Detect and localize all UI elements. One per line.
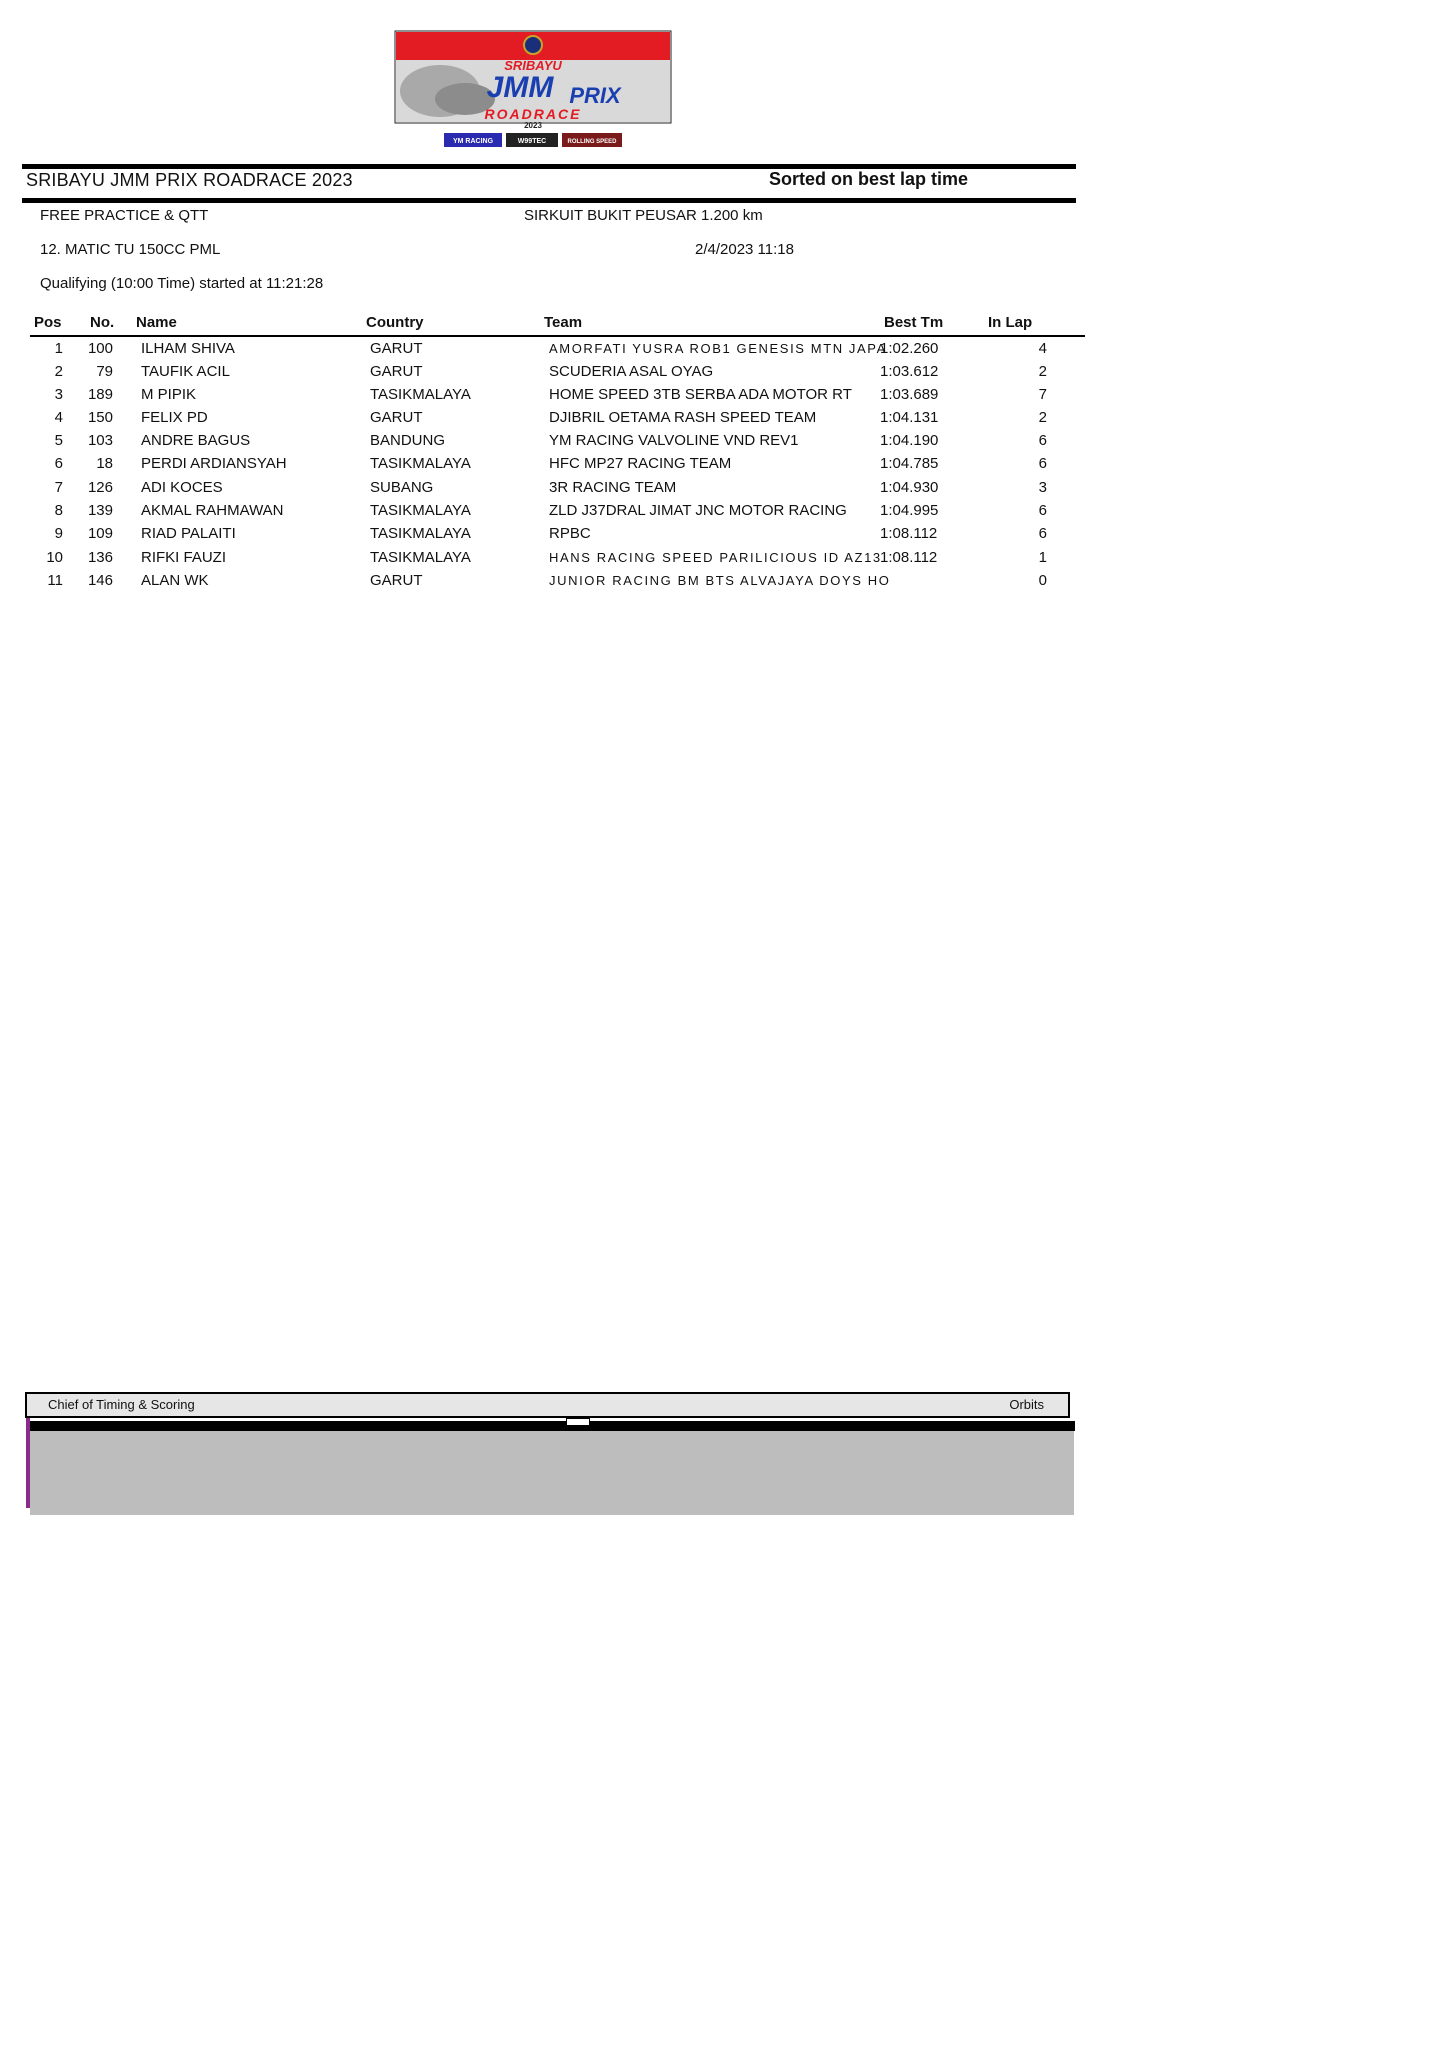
team-cell: HANS RACING SPEED PARILICIOUS ID AZ13 bbox=[549, 550, 882, 565]
number-cell: 79 bbox=[96, 363, 113, 380]
footer-black-bar bbox=[30, 1421, 1075, 1431]
number-cell: 150 bbox=[87, 409, 113, 426]
logo-line2: JMM bbox=[486, 71, 554, 104]
in-lap-cell: 0 bbox=[1038, 572, 1047, 589]
qualifying-label: Qualifying (10:00 Time) started at 11:21:28 bbox=[40, 275, 324, 292]
number-cell: 139 bbox=[87, 502, 113, 519]
table-row bbox=[0, 499, 1103, 522]
pos-cell: 6 bbox=[54, 455, 63, 472]
number-cell: 103 bbox=[87, 432, 113, 449]
col-header-lap: In Lap bbox=[988, 314, 1033, 331]
country-cell: TASIKMALAYA bbox=[370, 386, 471, 403]
name-cell: FELIX PD bbox=[141, 409, 208, 426]
pos-cell: 2 bbox=[54, 363, 63, 380]
country-cell: BANDUNG bbox=[370, 432, 446, 449]
col-header-name: Name bbox=[136, 314, 177, 331]
number-cell: 146 bbox=[87, 572, 113, 589]
country-cell: TASIKMALAYA bbox=[370, 549, 471, 566]
in-lap-cell: 1 bbox=[1038, 549, 1047, 566]
table-row bbox=[0, 337, 1103, 360]
col-header-best: Best Tm bbox=[884, 314, 944, 331]
number-cell: 18 bbox=[96, 455, 113, 472]
table-row bbox=[0, 569, 1103, 592]
name-cell: AKMAL RAHMAWAN bbox=[141, 502, 284, 519]
col-header-team: Team bbox=[544, 314, 583, 331]
col-header-no: No. bbox=[90, 314, 115, 331]
in-lap-cell: 6 bbox=[1038, 455, 1047, 472]
best-time-cell: 1:02.260 bbox=[880, 340, 939, 357]
best-time-cell: 1:04.785 bbox=[880, 455, 939, 472]
best-time-cell: 1:08.112 bbox=[880, 525, 938, 542]
table-row bbox=[0, 429, 1103, 452]
country-cell: GARUT bbox=[370, 572, 423, 589]
datetime-label: 2/4/2023 11:18 bbox=[695, 241, 794, 258]
logo-line4: ROADRACE bbox=[484, 106, 582, 122]
best-time-cell: 1:04.930 bbox=[880, 479, 939, 496]
in-lap-cell: 2 bbox=[1038, 409, 1047, 426]
team-cell: 3R RACING TEAM bbox=[549, 479, 677, 496]
best-time-cell: 1:04.131 bbox=[880, 409, 939, 426]
table-row bbox=[0, 360, 1103, 383]
sponsor-2: W99TEC bbox=[517, 138, 547, 145]
country-cell: SUBANG bbox=[370, 479, 434, 496]
number-cell: 109 bbox=[87, 525, 113, 542]
col-header-pos: Pos bbox=[34, 314, 62, 331]
name-cell: TAUFIK ACIL bbox=[141, 363, 230, 380]
sponsor-3: ROLLING SPEED bbox=[567, 139, 617, 145]
in-lap-cell: 3 bbox=[1038, 479, 1047, 496]
in-lap-cell: 6 bbox=[1038, 525, 1047, 542]
footer-chief-label: Chief of Timing & Scoring bbox=[48, 1397, 195, 1412]
name-cell: ANDRE BAGUS bbox=[141, 432, 251, 449]
header-bottom-rule bbox=[22, 198, 1076, 203]
team-cell: JUNIOR RACING BM BTS ALVAJAYA DOYS HO bbox=[549, 573, 891, 588]
name-cell: ADI KOCES bbox=[141, 479, 223, 496]
pos-cell: 10 bbox=[46, 549, 63, 566]
class-label: 12. MATIC TU 150CC PML bbox=[40, 241, 221, 258]
name-cell: RIFKI FAUZI bbox=[141, 549, 227, 566]
event-logo bbox=[395, 31, 671, 149]
table-row bbox=[0, 546, 1103, 569]
table-row bbox=[0, 383, 1103, 406]
country-cell: GARUT bbox=[370, 409, 423, 426]
best-time-cell: 1:08.112 bbox=[880, 549, 938, 566]
in-lap-cell: 7 bbox=[1038, 386, 1047, 403]
number-cell: 189 bbox=[87, 386, 113, 403]
pos-cell: 1 bbox=[54, 340, 63, 357]
sponsor-1: YM RACING bbox=[452, 138, 494, 145]
in-lap-cell: 6 bbox=[1038, 502, 1047, 519]
pos-cell: 8 bbox=[54, 502, 63, 519]
best-time-cell: 1:03.612 bbox=[880, 363, 939, 380]
team-cell: ZLD J37DRAL JIMAT JNC MOTOR RACING bbox=[549, 502, 847, 519]
number-cell: 136 bbox=[87, 549, 113, 566]
sort-label: Sorted on best lap time bbox=[769, 169, 969, 189]
country-cell: GARUT bbox=[370, 340, 423, 357]
name-cell: ILHAM SHIVA bbox=[141, 340, 235, 357]
footer-orbits-label: Orbits bbox=[1009, 1397, 1044, 1412]
best-time-cell: 1:03.689 bbox=[880, 386, 939, 403]
logo-line1: SRIBAYU bbox=[504, 58, 562, 73]
best-time-cell: 1:04.995 bbox=[880, 502, 939, 519]
pos-cell: 3 bbox=[54, 386, 63, 403]
team-cell: YM RACING VALVOLINE VND REV1 bbox=[549, 432, 799, 449]
in-lap-cell: 6 bbox=[1038, 432, 1047, 449]
logo-line3: PRIX bbox=[569, 83, 621, 108]
footer-gray-panel bbox=[30, 1431, 1074, 1515]
team-cell: HFC MP27 RACING TEAM bbox=[549, 455, 732, 472]
pos-cell: 5 bbox=[54, 432, 63, 449]
pos-cell: 7 bbox=[54, 479, 63, 496]
event-title: SRIBAYU JMM PRIX ROADRACE 2023 bbox=[26, 170, 353, 190]
table-row bbox=[0, 522, 1103, 545]
team-cell: DJIBRIL OETAMA RASH SPEED TEAM bbox=[549, 409, 817, 426]
team-cell: RPBC bbox=[549, 525, 591, 542]
pos-cell: 4 bbox=[54, 409, 63, 426]
table-row bbox=[0, 476, 1103, 499]
country-cell: TASIKMALAYA bbox=[370, 502, 471, 519]
col-header-country: Country bbox=[366, 314, 424, 331]
name-cell: ALAN WK bbox=[141, 572, 209, 589]
pos-cell: 9 bbox=[54, 525, 63, 542]
team-cell: SCUDERIA ASAL OYAG bbox=[549, 363, 714, 380]
table-row bbox=[0, 406, 1103, 429]
name-cell: M PIPIK bbox=[141, 386, 197, 403]
number-cell: 126 bbox=[87, 479, 113, 496]
circuit-label: SIRKUIT BUKIT PEUSAR 1.200 km bbox=[524, 207, 763, 224]
footer-notch bbox=[566, 1418, 590, 1426]
in-lap-cell: 4 bbox=[1038, 340, 1047, 357]
team-cell: AMORFATI YUSRA ROB1 GENESIS MTN JAPA bbox=[549, 341, 887, 356]
name-cell: RIAD PALAITI bbox=[141, 525, 236, 542]
country-cell: TASIKMALAYA bbox=[370, 455, 471, 472]
country-cell: GARUT bbox=[370, 363, 423, 380]
logo-year: 2023 bbox=[524, 121, 542, 130]
team-cell: HOME SPEED 3TB SERBA ADA MOTOR RT bbox=[549, 386, 852, 403]
session-label: FREE PRACTICE & QTT bbox=[40, 207, 209, 224]
in-lap-cell: 2 bbox=[1038, 363, 1047, 380]
name-cell: PERDI ARDIANSYAH bbox=[141, 455, 287, 472]
best-time-cell: 1:04.190 bbox=[880, 432, 939, 449]
pos-cell: 11 bbox=[47, 572, 63, 589]
number-cell: 100 bbox=[87, 340, 113, 357]
table-row bbox=[0, 452, 1103, 475]
country-cell: TASIKMALAYA bbox=[370, 525, 471, 542]
